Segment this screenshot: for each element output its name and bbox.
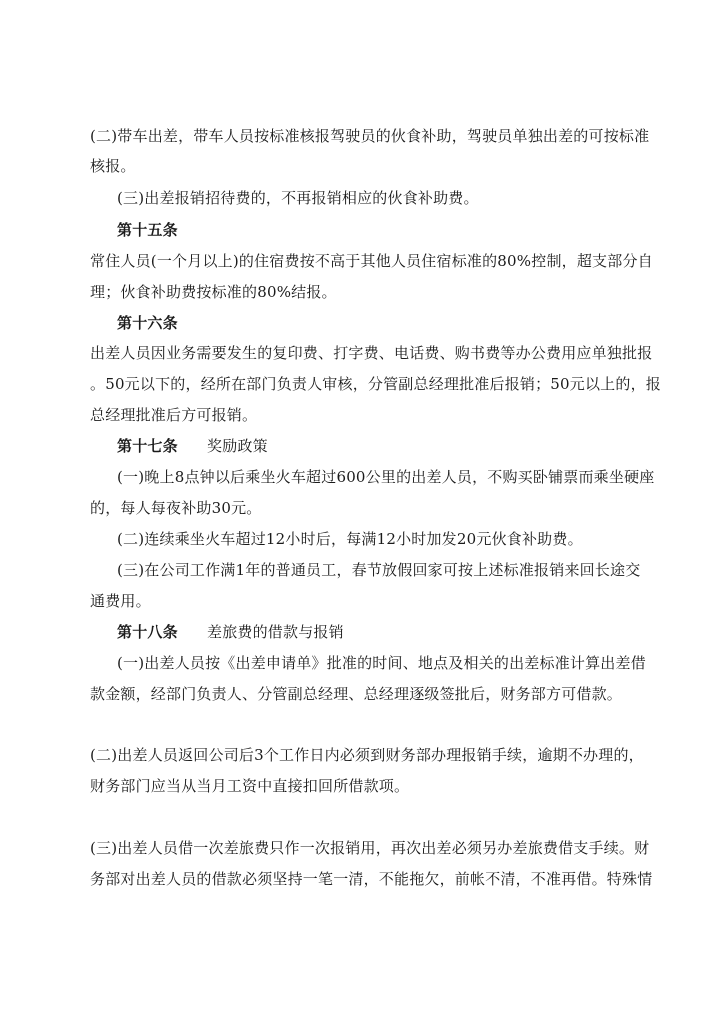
article-title: 差旅费的借款与报销	[207, 623, 344, 641]
paragraph-line: (三)出差报销招待费的，不再报销相应的伙食补助费。	[117, 189, 479, 207]
paragraph-line: 出差人员因业务需要发生的复印费、打字费、电话费、购书费等办公费用应单独批报	[90, 344, 653, 362]
paragraph-line: 总经理批准后方可报销。	[90, 406, 258, 424]
paragraph-line: 务部对出差人员的借款必须坚持一笔一清，不能拖欠，前帐不清，不准再借。特殊情	[90, 870, 653, 888]
paragraph-line: (三)出差人员借一次差旅费只作一次报销用，再次出差必须另办差旅费借支手续。财	[90, 839, 650, 857]
paragraph-line: 款金额，经部门负责人、分管副总经理、总经理逐级签批后，财务部方可借款。	[90, 685, 623, 703]
paragraph-line: (一)出差人员按《出差申请单》批准的时间、地点及相关的出差标准计算出差借	[117, 654, 646, 672]
paragraph-line: (二)带车出差，带车人员按标准核报驾驶员的伙食补助，驾驶员单独出差的可按标准	[90, 127, 650, 145]
article-title: 奖励政策	[207, 437, 268, 455]
article-heading: 第十七条	[117, 437, 178, 455]
paragraph-line: (二)出差人员返回公司后3个工作日内必须到财务部办理报销手续，逾期不办理的，	[90, 746, 644, 764]
paragraph-line: 通费用。	[90, 592, 151, 610]
paragraph-line: 核报。	[90, 157, 136, 175]
paragraph-line: (一)晚上8点钟以后乘坐火车超过600公里的出差人员，不购买卧铺票而乘坐硬座	[117, 468, 655, 486]
paragraph-line: (二)连续乘坐火车超过12小时后，每满12小时加发20元伙食补助费。	[117, 530, 583, 548]
paragraph-line: 财务部门应当从当月工资中直接扣回所借款项。	[90, 777, 410, 795]
paragraph-line: 。50元以下的，经所在部门负责人审核，分管副总经理批准后报销；50元以上的，报	[90, 375, 661, 393]
paragraph-line: (三)在公司工作满1年的普通员工，春节放假回家可按上述标准报销来回长途交	[117, 561, 641, 579]
paragraph-line: 的，每人每夜补助30元。	[90, 499, 262, 517]
article-heading: 第十五条	[117, 221, 178, 239]
article-heading: 第十八条	[117, 623, 178, 641]
article-heading: 第十六条	[117, 314, 178, 332]
paragraph-line: 常住人员(一个月以上)的住宿费按不高于其他人员住宿标准的80%控制，超支部分自	[90, 252, 653, 270]
paragraph-line: 理；伙食补助费按标准的80%结报。	[90, 283, 337, 301]
